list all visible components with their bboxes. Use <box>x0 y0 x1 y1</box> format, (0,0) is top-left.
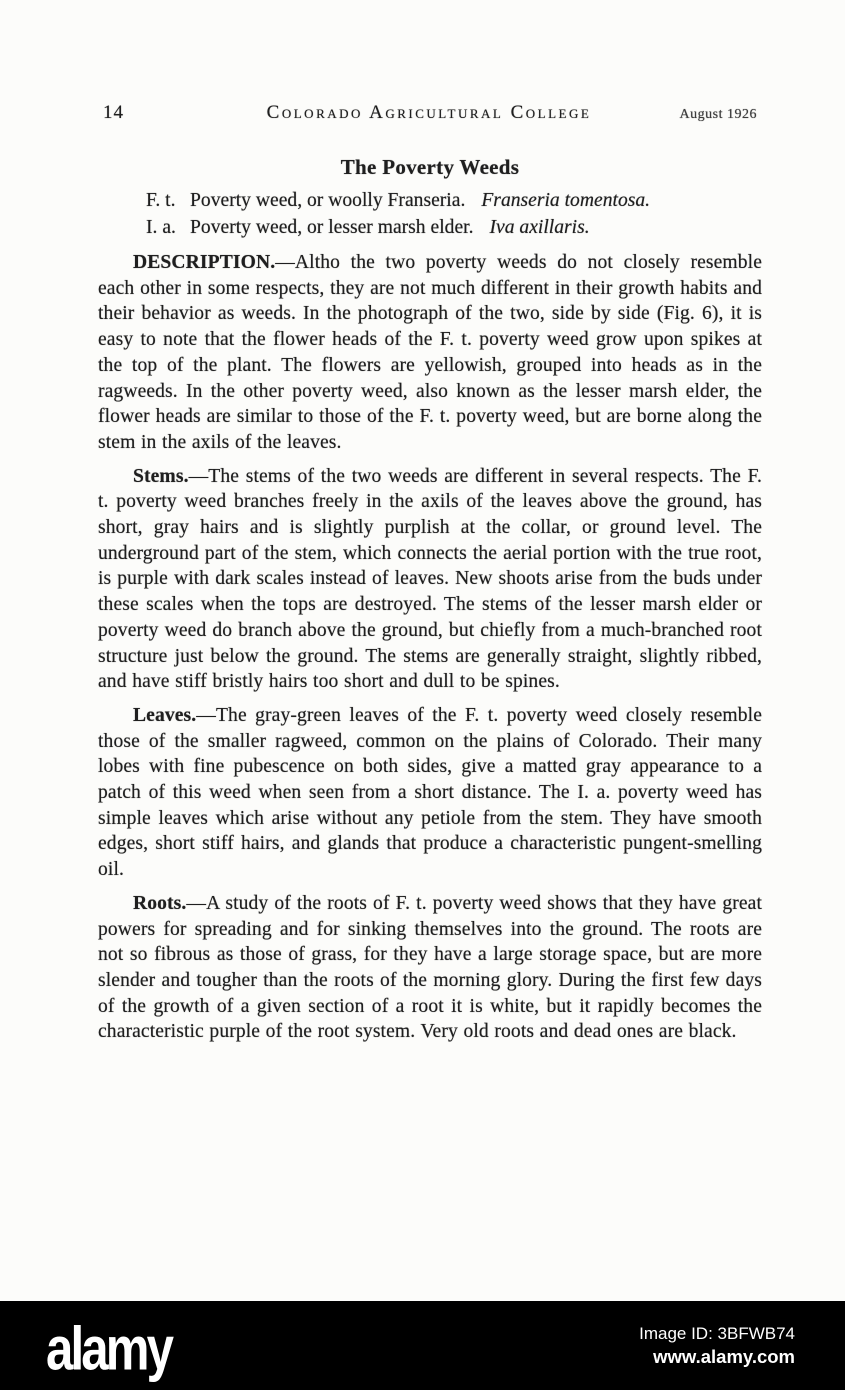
species-latin-name: Franseria tomentosa. <box>481 190 651 211</box>
species-abbr: F. t. <box>146 190 176 211</box>
section-text: —The stems of the two weeds are different in several respects. The F. t. poverty weed branches freely in the axils of the leaves above the ground, has short, gray hairs and is slightly purplish at the collar, or ground level. The underground part of the stem, which connects the aerial portion with the true root, is purple with dark scales instead of leaves. New shoots arise from the buds under these scales when the tops are destroyed. The stems of the lesser marsh elder or poverty weed do branch above the ground, but chiefly from a much-branched root structure just below the ground. The stems are generally straight, slightly ribbed, and have stiff bristly hairs too short and dull to be spines. <box>98 465 762 693</box>
alamy-logo: alamy <box>46 1313 172 1383</box>
species-common-name: Poverty weed, or woolly Franseria. <box>190 190 466 211</box>
paragraph-description <box>98 250 762 456</box>
species-latin-name: Iva axillaris. <box>489 217 590 238</box>
paragraph-roots <box>98 891 762 1045</box>
page-number: 14 <box>103 102 124 123</box>
watermark-bar <box>0 1301 845 1390</box>
section-lead: Stems. <box>133 465 189 487</box>
issue-date: August 1926 <box>679 107 757 122</box>
species-list-item <box>146 187 762 214</box>
section-text: —The gray-green leaves of the F. t. poverty weed closely resemble those of the smaller ragweed, common on the plains of Colorado. Their many lobes with fine pubescence on both sides, give a matted gray appearance to a patch of this weed when seen from a short distance. The I. a. poverty weed has simple leaves which arise without any petiole from the stem. They have smooth edges, short stiff hairs, and glands that produce a characteristic pungent-smelling oil. <box>98 704 762 881</box>
alamy-url-label: www.alamy.com <box>653 1345 795 1367</box>
species-list <box>98 187 762 241</box>
species-common-name: Poverty weed, or lesser marsh elder. <box>190 217 474 238</box>
running-title: Colorado Agricultural College <box>266 102 592 123</box>
image-id-label: Image ID: 3BFWB74 <box>639 1323 795 1343</box>
section-text: —Altho the two poverty weeds do not closely resemble each other in some respects, they are not much different in their growth habits and their behavior as weeds. In the photograph of the two, side by side (Fig. 6), it is easy to note that the flower heads of the F. t. poverty weed grow upon spikes at the top of the plant. The flowers are yellowish, grouped into heads as in the ragweeds. In the other poverty weed, also known as the lesser marsh elder, the flower heads are similar to those of the F. t. poverty weed, but are borne along the stem in the axils of the leaves. <box>98 252 762 453</box>
article-body <box>98 155 762 1045</box>
section-text: —A study of the roots of F. t. poverty weed shows that they have great powers for spreading and for sinking themselves into the ground. The roots are not so fibrous as those of grass, for they have a large storage space, but are more slender and tougher than the roots of the morning glory. During the first few days of the growth of a given section of a root it is white, but it rapidly becomes the characteristic purple of the root system. Very old roots and dead ones are black. <box>98 892 762 1043</box>
paragraph-leaves <box>98 703 762 883</box>
section-lead: Leaves. <box>133 704 197 726</box>
running-head <box>0 0 845 128</box>
species-list-item <box>146 214 762 241</box>
paragraph-stems <box>98 464 762 695</box>
watermark-meta <box>639 1323 795 1369</box>
article-title: The Poverty Weeds <box>340 155 520 179</box>
section-lead: Roots. <box>133 892 187 914</box>
section-lead: DESCRIPTION. <box>133 252 276 273</box>
species-abbr: I. a. <box>146 217 176 238</box>
